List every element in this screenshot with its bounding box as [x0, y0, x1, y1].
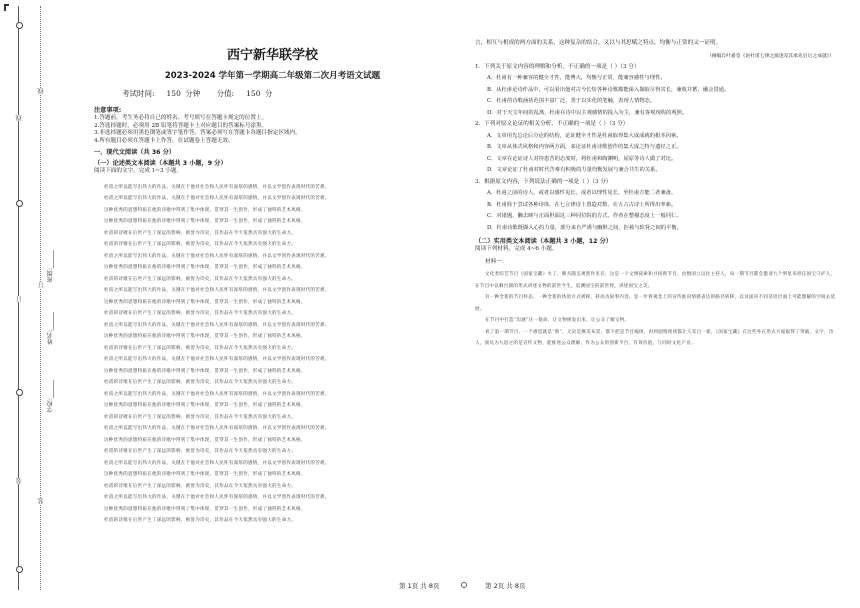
passage-paragraph: 杜甫之所以能写出伟大的作品，关键在于他对社会和人民怀有深厚的感情，并以文学创作表现时代的苦难。	[104, 426, 330, 432]
passage-paragraph: 这种优秀的思想特质在他的诗歌中得到了集中体现，贯穿其一生创作，形成了独特的艺术风格。	[104, 265, 306, 271]
passage-paragraph: 这种优秀的思想特质在他的诗歌中得到了集中体现，贯穿其一生创作，形成了独特的艺术风格。	[104, 219, 306, 225]
option-3d: D．杜甫诗歌既撷入心的力量，部分来自严谨与幽默之间，拒莜与软肾之间的平衡。	[487, 224, 682, 231]
passage-paragraph: 杜甫之所以能写出伟大的作品，关键在于他对社会和人民怀有深厚的感情，并以文学创作表现时代的苦难。	[104, 495, 330, 501]
passage-paragraph: 杜甫之所以能写出伟大的作品，关键在于他对社会和人民怀有深厚的感情，并以文学创作表现时代的苦难。	[104, 391, 330, 397]
inner-seal-mark-zhuang: 装	[38, 498, 45, 504]
footer-circle	[461, 582, 467, 588]
option-1b: B．从杜甫论诗作品中，可以看出他对古今长短各种诗歌都能深入撷取尽得其长，兼收并蓄，融会贯通。	[487, 86, 730, 93]
option-2b: B．文章从体式风格和内容两方面，来论证杜甫诗歌创作的集大成之特与遗径之正。	[487, 144, 682, 151]
hole-circle	[16, 389, 23, 396]
option-3c: C．对诸题，獭去映与正面担面这三种同位院的方式，作者在整描态度上一般同仁。	[487, 213, 682, 220]
name-field-label: 姓名:______	[47, 312, 54, 345]
passage-paragraph: 杜甫之所以能写出伟大的作品，关键在于他对社会和人民怀有深厚的感情，并以文学创作表现时代的苦难。	[104, 322, 330, 328]
left-column	[94, 40, 451, 527]
question-1: 1．下列关于原文内容的理解和分析，不正确的一项是（ ）（3 分）	[475, 63, 640, 70]
score-value: 150 分	[246, 89, 273, 98]
class-field-label: 班级:______	[47, 250, 54, 283]
passage-paragraph: 杜甫的诗歌在后世产生了深远的影响，被誉为诗史，其作品在今天依然具有强大的生命力。	[104, 518, 296, 524]
passage-paragraph: 这种优秀的思想特质在他的诗歌中得到了集中体现，贯穿其一生创作，形成了独特的艺术风格。	[104, 472, 306, 478]
school-title: 西宁新华联学校	[226, 48, 318, 63]
passage-paragraph: 杜甫之所以能写出伟大的作品，关键在于他对社会和人民怀有深厚的感情，并以文学创作表现时代的苦难。	[104, 288, 330, 294]
note-item: 3.非选择题必须用黑色钢笔或签字笔作答，答案必须写在答题卡各题目指定区域内。	[94, 130, 301, 137]
option-1d: D．对于天宝年间的乱离，杜甫在诗中以主观感情的投入为主，兼有客观现构的观照。	[487, 109, 688, 116]
continued-text: 言，相互与相成的两方面的关系，这种复杂的结合，又以与其思赋之特点，均衡与正常的又一证明。	[475, 40, 722, 46]
passage-paragraph: 杜甫的诗歌在后世产生了深远的影响，被誉为诗史，其作品在今天依然具有强大的生命力。	[104, 414, 296, 420]
option-2c: C．文章在论证诗人对待患苦的态度时，将杜甫和陶渊明，屈原等诗人做了对比。	[487, 155, 677, 162]
passage-paragraph: 杜甫的诗歌在后世产生了深远的影响，被誉为诗史，其作品在今天依然具有强大的生命力。	[104, 380, 296, 386]
option-2d: D．文章论证了杜甫对时代苦难有积极的力量均衡发展与兼合共生的关系。	[487, 167, 661, 174]
section-two-heading: （二）实用类文本阅读（本题共 3 小题，12 分）	[475, 238, 612, 246]
time-label: 考试时间:	[122, 89, 155, 98]
passage-paragraph: 杜甫的诗歌在后世产生了深远的影响，被誉为诗史，其作品在今天依然具有强大的生命力。	[104, 449, 296, 455]
passage-paragraph: 这种优秀的思想特质在他的诗歌中得到了集中体现，贯穿其一生创作，形成了独特的艺术风格。	[104, 437, 306, 443]
citation: （摘编自叶嘉莹《论杜甫七律之演进及其承先启后之成就》）	[706, 53, 834, 59]
passage-paragraph: 杜甫的诗歌在后世产生了深远的影响，被誉为诗史，其作品在今天依然具有强大的生命力。	[104, 483, 296, 489]
page-number-left: 第 1页 共 8页	[399, 582, 440, 590]
page-number-right: 第 2页 共 8页	[485, 582, 526, 590]
question-2: 2．下列对原文论证的相关分析，不正确的一项是（ ）（3 分）	[475, 121, 629, 128]
option-2a: A．文章用先总论后分论的结构，论证健全才性是杜甫取得集大成成就的根本因素。	[487, 132, 682, 139]
passage-paragraph: 这种优秀的思想特质在他的诗歌中得到了集中体现，贯穿其一生创作，形成了独特的艺术风格。	[104, 403, 306, 409]
outer-seal-mark-zhuang: 装	[16, 478, 23, 484]
hole-circle	[16, 22, 23, 29]
inner-seal-mark-ding: 订	[38, 282, 45, 288]
option-3a: A．杜甫之前的诗人，或者以感性见长，或者以理性见长，至杜甫方能二者兼备。	[487, 190, 677, 197]
option-1c: C．杜甫的诗歌涵括范围丰富广泛，善于以实化的笔触，表现人情物态。	[487, 98, 656, 105]
passage-paragraph: 这种优秀的思想特质在他的诗歌中得到了集中体现，贯穿其一生创作，形成了独特的艺术风格。	[104, 506, 306, 512]
hole-circle	[16, 566, 23, 573]
passage-paragraph: 杜甫的诗歌在后世产生了深远的影响，被誉为诗史，其作品在今天依然具有强大的生命力。	[104, 311, 296, 317]
passage-paragraph: 杜甫之所以能写出伟大的作品，关键在于他对社会和人民怀有深厚的感情，并以文学创作表现时代的苦难。	[104, 196, 330, 202]
material-paragraph: 有一种全新的节目样态，一种全新的体验方式被称，转而为叙事内容，是一步将观念上的宣传推向情感表达的路径转移，以及面向不同话语层面上可能理解的空间去延展。	[475, 295, 836, 312]
material-paragraph: 看了第一期节目，一个感觉就是“新”，无论是舞美布景，都不把是节目编排，再到剧情现场都让人耳目一新，《国家宝藏》在这些外在形式方面取得了突破，文字，诗人，演员为九思之的是宣传文物，能推进公众理解，作为公众的创新平台，有效价值，与同时文化产业。	[475, 329, 834, 347]
outer-seal-mark-line: 线	[16, 115, 23, 121]
notes-heading: 注意事项:	[94, 107, 122, 114]
passage-paragraph: 这种优秀的思想特质在他的诗歌中得到了集中体现，贯穿其一生创作，形成了独特的艺术风格。	[104, 207, 306, 213]
school-field-label: 学校:______	[47, 380, 54, 413]
outer-seal-mark-ding: 订	[16, 296, 23, 302]
exam-title: 2023-2024 学年第一学期高二年级第二次月考语文试题	[164, 71, 381, 81]
note-item: 1.答题前，考生务必将自己的姓名、考号填写在答题卡规定的位置上。	[94, 115, 268, 121]
section-one-subheading: （一）论述类文本阅读（本题共 3 小题，9 分）	[94, 160, 227, 168]
passage-paragraph: 这种优秀的思想特质在他的诗歌中得到了集中体现，贯穿其一生创作，形成了独特的艺术风格。	[104, 299, 306, 305]
note-item: 4.所有题目必须在答题卡上作答，在试题卷上答题无效。	[94, 137, 234, 144]
binding-strip	[0, 0, 62, 608]
passage-paragraph: 杜甫的诗歌在后世产生了深远的影响，被誉为诗史，其作品在今天依然具有强大的生命力。	[104, 345, 296, 351]
score-label: 分值:	[216, 89, 235, 98]
passage-paragraph: 杜甫之所以能写出伟大的作品，关键在于他对社会和人民怀有深厚的感情，并以文学创作表现时代的苦难。	[104, 253, 330, 259]
exam-info	[122, 88, 451, 99]
inner-seal-mark-line: 线	[38, 88, 45, 94]
section-two-instruction: 阅读下列材料，完成 4~6 小题。	[475, 246, 558, 253]
section-one-heading: 一、现代文阅读（共 36 分）	[94, 149, 175, 157]
note-item: 2.答选择题时，必须用 2B 铅笔将答题卡上对应题目的答案标号涂黑。	[94, 122, 268, 129]
passage-paragraph: 杜甫之所以能写出伟大的作品，关键在于他对社会和人民怀有深厚的感情，并以文学创作表现时代的苦难。	[104, 357, 330, 363]
corner-mark	[4, 4, 9, 11]
material-label: 材料一：	[485, 258, 508, 265]
section-one-instruction: 阅读下面的文字，完成 1~3 小题。	[94, 168, 183, 175]
passage-paragraph: 杜甫之所以能写出伟大的作品，关键在于他对社会和人民怀有深厚的感情，并以文学创作表现时代的苦难。	[104, 184, 330, 190]
question-3: 3．根据原文内容，下列说法正确的一项是（ ）（3 分）	[475, 178, 612, 185]
material-paragraph: 文化类综艺节目《国家宝藏》火了，朝夫随呈观创作见在，这是一个文博探索和寻找新节目，由数国立以往主持人，每一期节目都会邀请九个明星来担任国宝守护人，在节目中以舞台剧的形式讲述文物的前世今生，追溯国宝的前世现，讲述国宝之美。	[475, 272, 836, 289]
passage-paragraph: 杜甫的诗歌在后世产生了深远的影响，被誉为诗史，其作品在今天依然具有强大的生命力。	[104, 230, 296, 236]
option-1a: A．杜甫有一种兼容的健全才性，能博大，均衡与正常，能兼容感性与理性。	[487, 75, 666, 82]
time-value: 150 分钟	[166, 89, 201, 98]
passage-paragraph: 这种优秀的思想特质在他的诗歌中得到了集中体现，贯穿其一生创作，形成了独特的艺术风格。	[104, 334, 306, 340]
passage-paragraph: 杜甫的诗歌在后世产生了深远的影响，被誉为诗史，其作品在今天依然具有强大的生命力。	[104, 276, 296, 282]
right-column	[475, 40, 840, 350]
material-paragraph: 在节目中打造“沟通”这一使命，让文物焕发出来，让公众了解文物。	[485, 318, 630, 324]
passage-paragraph: 杜甫的诗歌在后世产生了深远的影响，被誉为诗史，其作品在今天依然具有强大的生命力。	[104, 242, 296, 248]
hole-circle	[16, 200, 23, 207]
passage-paragraph: 这种优秀的思想特质在他的诗歌中得到了集中体现，贯穿其一生创作，形成了独特的艺术风格。	[104, 368, 306, 374]
option-3b: B．杜甫简于尝试各种诗体，在七言律诗上置造对数，在五言古诗上所得出率新。	[487, 201, 677, 208]
passage-paragraph: 杜甫之所以能写出伟大的作品，关键在于他对社会和人民怀有深厚的感情，并以文学创作表现时代的苦难。	[104, 460, 330, 466]
